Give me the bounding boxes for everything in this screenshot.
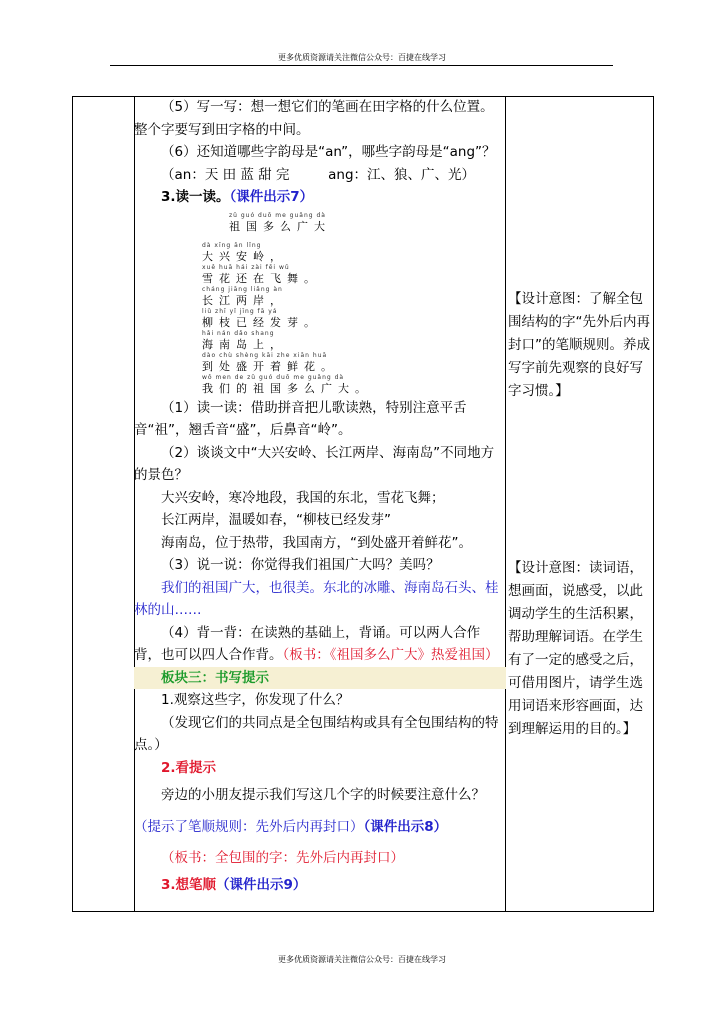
poem-line: 到处盛开着鲜花。 [202,359,338,373]
poem-line: 海南岛上， [202,337,287,351]
section-read-label: 3.读一读。 [161,189,230,205]
poem-line-pinyin: xuě huā hái zài fēi wǔ [202,263,290,271]
poem-line-pinyin: hǎi nán dǎo shang [202,329,275,337]
read-step-4 [134,622,506,667]
read-step-2: （2）谈谈文中“大兴安岭、长江两岸、海南岛”不同地方的景色？ [134,444,495,483]
writing-step-2-title: 2.看提示 [161,759,217,776]
header-divider [110,65,613,66]
page-footer: 更多优质资源请关注微信公众号：百捷在线学习 [278,955,446,964]
page-header: 更多优质资源请关注微信公众号：百捷在线学习 [278,53,446,62]
courseware-note-8: （课件出示8） [363,819,448,835]
writing-step-3-title: 3.想笔顺 [161,876,217,893]
rhyme-an: （an：天 田 蓝 甜 完 [161,166,290,183]
writing-step-2-hint: （提示了笔顺规则：先外后内再封口） [134,819,364,835]
poem-line: 雪花还在飞舞。 [202,271,321,285]
design-intent-vocab: 【设计意图：读词语，想画面，说感受，以此调动学生的生活积累，帮助理解词语。在学生有了一定的感受之后，可借用图片，请学生选用词语来形容画面，达到理解运用的目的。】 [508,560,643,737]
read-step-1: （1）读一读：借助拼音把儿歌读熟，特别注意平舌音“祖”，翘舌音“盛”，后鼻音“岭”。 [134,399,467,438]
section-read [134,186,506,209]
teaching-content [134,96,506,896]
rhyme-ang: ang：江、狼、广、光） [328,166,476,183]
rhyme-answer [134,164,506,187]
read-step-3-answer: 我们的祖国广大，也很美。东北的冰雕、海南岛石头、桂林的山…… [134,579,499,618]
poem-line: 大兴安岭， [202,249,287,263]
read-step-3: （3）说一说：你觉得我们祖国广大吗？美吗？ [161,557,440,573]
block-3-heading [134,667,506,690]
courseware-note-9: （课件出示9） [216,876,307,893]
poem-line-pinyin: dà xīng ān lǐng [202,241,262,249]
writing-step-3 [134,874,506,897]
poem-line: 我们的祖国多么广大。 [202,381,372,395]
poem-line-pinyin: liǔ zhī yǐ jīng fā yá [202,307,278,315]
poem-line-pinyin: wǒ men de zǔ guó duō me guǎng dà [202,373,345,381]
poem-line-pinyin: cháng jiāng liǎng àn [202,285,283,293]
scene-northeast: 大兴安岭，寒冷地段，我国的东北，雪花飞舞； [161,489,445,506]
board-note-poem: （板书：《祖国多么广大》热爱祖国） [282,647,499,663]
board-note-rule: （板书：全包围的字：先外后内再封口） [161,850,404,866]
poem-line-pinyin: dào chù shèng kāi zhe xiān huā [202,351,328,359]
step-rhyme-question: （6）还知道哪些字韵母是“an”，哪些字韵母是“ang”？ [161,144,496,160]
poem-title: 祖国多么广大 [229,219,331,233]
poem-block [134,211,506,395]
writing-step-1: 1.观察这些字，你发现了什么？ [161,692,350,708]
scene-yangtze: 长江两岸，温暖如春，“柳枝已经发芽” [161,512,391,528]
read-step-4-text: （4）背一背：在读熟的基础上，背诵。可以两人合作背，也可以四人合作背。 [134,624,481,663]
courseware-note-7: （课件出示7） [229,189,314,205]
step-write: （5）写一写：想一想它们的笔画在田字格的什么位置。整个字要写到田字格的中间。 [134,99,494,138]
writing-step-2 [134,757,506,780]
writing-step-2-text [134,779,506,843]
block-3-title: 板块三：书写提示 [161,669,269,686]
poem-title-pinyin: zǔ guó duō me guǎng dà [229,211,326,219]
poem-line: 柳枝已经发芽。 [202,315,321,329]
writing-step-1-answer: （发现它们的共同点是全包围结构或具有全包围结构的特点。） [134,714,499,753]
writing-step-2-question: 旁边的小朋友提示我们写这几个字的时候要注意什么？ [161,787,485,803]
scene-hainan: 海南岛，位于热带，我国南方，“到处盛开着鲜花”。 [161,534,472,551]
poem-line: 长江两岸， [202,293,287,307]
design-intent-writing: 【设计意图：了解全包围结构的字“先外后内再封口”的笔顺规则。养成写字前先观察的良好写字习惯。】 [508,291,650,399]
